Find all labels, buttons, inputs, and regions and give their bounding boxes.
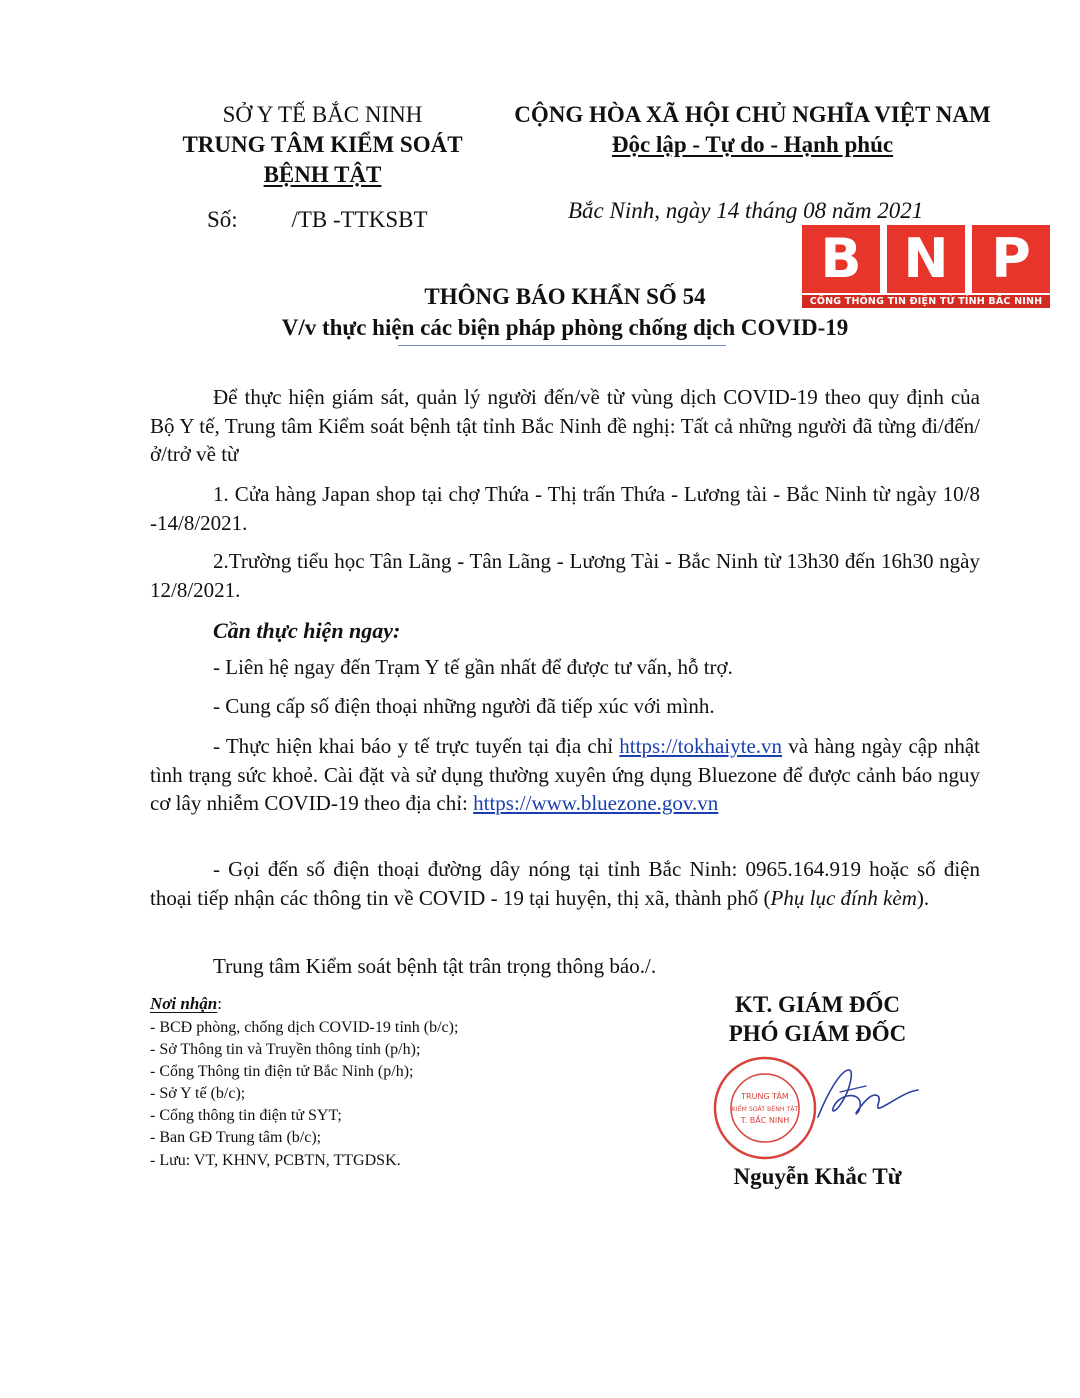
logo-letter-n: N: [887, 225, 965, 293]
recipients-heading-colon: :: [217, 994, 222, 1013]
country-name: CỘNG HÒA XÃ HỘI CHỦ NGHĨA VIỆT NAM: [514, 102, 991, 127]
recipient-item: - Sở Y tế (b/c);: [150, 1085, 246, 1102]
recipient-item: - Lưu: VT, KHNV, PCBTN, TTGDSK.: [150, 1152, 401, 1169]
action-4-text-end: ).: [916, 885, 930, 910]
stamp-text-1: TRUNG TÂM: [741, 1092, 789, 1101]
action-3-text-middle: và hàng ngày cập nhật tình trạng sức khoẻ. Cài đặt và sử dụng thường xuyên ứng dụng Bluezone để được cảnh báo nguy cơ lây nhiễm COVID-19 theo địa chỉ:: [150, 734, 981, 815]
date-line: Bắc Ninh, ngày 14 tháng 08 năm 2021: [568, 198, 924, 223]
tokhaiyte-link[interactable]: https://tokhaiyte.vn: [619, 734, 783, 758]
appendix-reference: Phụ lục đính kèm: [770, 885, 917, 910]
location-item-1: 1. Cửa hàng Japan shop tại chợ Thứa - Thị trấn Thứa - Lương tài - Bắc Ninh từ ngày 10/8 -14/8/2021.: [150, 482, 980, 535]
subject-underline: [398, 345, 726, 346]
header-left: [150, 100, 495, 190]
header-right: [495, 100, 1010, 160]
recipients-heading: [150, 993, 222, 1014]
action-3-text-start: - Thực hiện khai báo y tế trực tuyến tại địa chỉ: [213, 734, 620, 758]
recipient-item: - Sở Thông tin và Truyền thông tỉnh (p/h);: [150, 1041, 421, 1058]
agency-name: SỞ Y TẾ BẮC NINH: [222, 102, 423, 127]
logo-letter-p: P: [972, 225, 1050, 293]
recipient-item: - Cổng Thông tin điện tử Bắc Ninh (p/h);: [150, 1063, 414, 1080]
recipients-heading-label: Nơi nhận: [150, 994, 218, 1013]
document-number-value: /TB -TTKSBT: [291, 207, 428, 232]
signature-title-1: KT. GIÁM ĐỐC: [734, 992, 901, 1017]
action-heading: Cần thực hiện ngay:: [213, 618, 401, 643]
signer-name: Nguyễn Khắc Từ: [733, 1164, 902, 1189]
action-4-text-start: - Gọi đến số điện thoại đường dây nóng tại tỉnh Bắc Ninh: 0965.164.919 hoặc số điện thoại tiếp nhận các thông tin về COVID - 19 tại huyện, thị xã, thành phố (: [150, 857, 980, 910]
document-number: [207, 205, 428, 235]
handwritten-signature: [800, 1062, 925, 1132]
center-name-line2: BỆNH TẬT: [263, 162, 382, 187]
signature-title-2: PHÓ GIÁM ĐỐC: [728, 1021, 907, 1046]
intro-paragraph: Để thực hiện giám sát, quản lý người đến/về từ vùng dịch COVID-19 theo quy định của Bộ Y tế, Trung tâm Kiểm soát bệnh tật tỉnh Bắc Ninh đề nghị: Tất cả những người đã từng đi/đến/ở/trở về từ: [150, 385, 980, 466]
action-2: - Cung cấp số điện thoại những người đã tiếp xúc với mình.: [213, 694, 715, 718]
action-4: [150, 855, 980, 912]
recipient-item: - BCĐ phòng, chống dịch COVID-19 tỉnh (b/c);: [150, 1019, 459, 1036]
recipient-item: - Ban GĐ Trung tâm (b/c);: [150, 1129, 322, 1146]
document-number-label: Số:: [207, 207, 238, 232]
action-1: - Liên hệ ngay đến Trạm Y tế gần nhất để được tư vấn, hỗ trợ.: [213, 655, 733, 679]
closing-sentence: Trung tâm Kiểm soát bệnh tật trân trọng thông báo./.: [213, 954, 657, 978]
center-name-line1: TRUNG TÂM KIỂM SOÁT: [182, 132, 463, 157]
notice-subject: V/v thực hiện các biện pháp phòng chống dịch COVID-19: [281, 315, 849, 340]
national-motto: Độc lập - Tự do - Hạnh phúc: [611, 132, 894, 157]
stamp-text-3: T. BẮC NINH: [740, 1116, 790, 1125]
stamp-text-2: KIỂM SOÁT BỆNH TẬT: [731, 1106, 799, 1113]
location-item-2: 2.Trường tiểu học Tân Lãng - Tân Lãng - Lương Tài - Bắc Ninh từ 13h30 đến 16h30 ngày 12/8/2021.: [150, 549, 980, 602]
action-3: [150, 732, 980, 818]
bluezone-link[interactable]: https://www.bluezone.gov.vn: [473, 791, 719, 815]
logo-caption: CỔNG THÔNG TIN ĐIỆN TỬ TỈNH BẮC NINH: [802, 295, 1050, 308]
recipient-item: - Cổng thông tin điện tử SYT;: [150, 1107, 342, 1124]
logo-letter-b: B: [802, 225, 880, 293]
notice-title: THÔNG BÁO KHẨN SỐ 54: [424, 284, 706, 309]
